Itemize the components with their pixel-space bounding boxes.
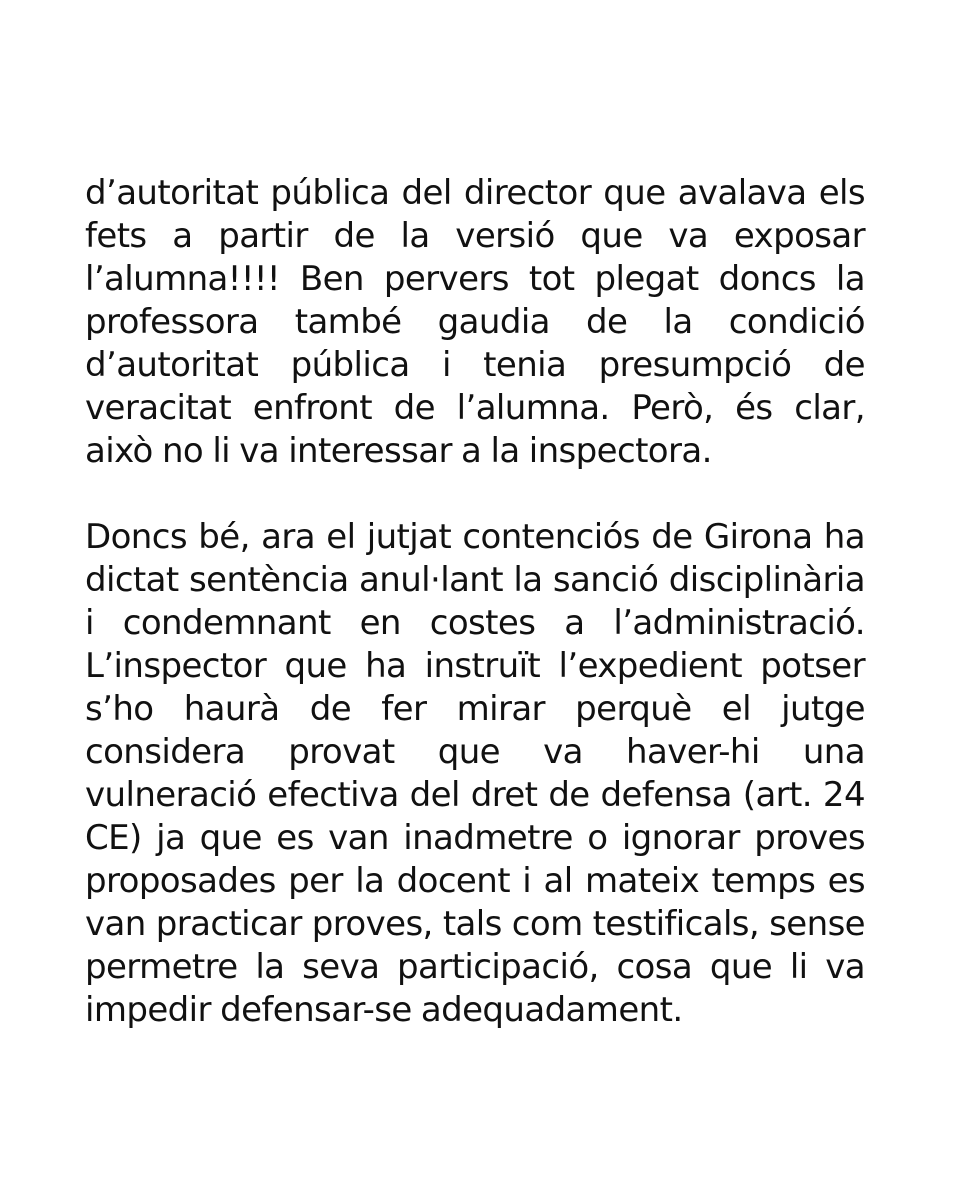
paragraph-1: d’autoritat pública del director que avalava els fets a partir de la versió que va exposar l’alumna!!!! Ben pervers tot plegat doncs la professora també gaudia de la condició d’autoritat pública i tenia presumpció de veracitat enfront de l’alumna. Però, és clar, això no li va interessar a la inspectora. bbox=[85, 173, 865, 471]
paragraph-2: Doncs bé, ara el jutjat contenciós de Girona ha dictat sentència anul·lant la sanció disciplinària i condemnant en costes a l’administració. L’inspector que ha instruït l’expedient potser s’ho haurà de fer mirar perquè el jutge considera provat que va haver-hi una vulneració efectiva del dret de defensa (art. 24 CE) ja que es van inadmetre o ignorar proves proposades per la docent i al mateix temps es van practicar proves, tals com testificals, sense permetre la seva participació, cosa que li va impedir defensar-se adequadament. bbox=[85, 517, 865, 1030]
document-body bbox=[85, 172, 865, 1032]
